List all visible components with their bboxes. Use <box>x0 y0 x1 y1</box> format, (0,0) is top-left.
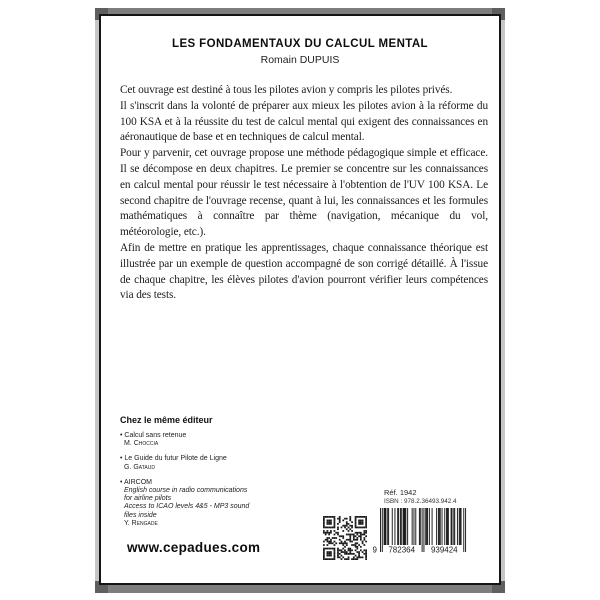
svg-text:782364: 782364 <box>388 545 416 554</box>
book-item-title: • AIRCOM <box>120 479 152 486</box>
book-bottom-edge <box>95 585 505 593</box>
book-item-detail: for airline pilots <box>124 495 172 503</box>
description-paragraph: Afin de mettre en pratique les apprentissages, chaque connaissance théorique est illustrée par un exemple de question accompagné de son corrigé détaillé. À l'issue de chaque chapitre, les élèves pilotes d'avion pourront vérifier leurs compétences via des tests. <box>120 241 488 302</box>
book-item-detail: English course in radio communications <box>124 487 248 495</box>
book-item-detail: files inside <box>124 511 157 519</box>
isbn-label: ISBN : 978.2.36493.942.4 <box>384 498 457 505</box>
book-item-title: • Calcul sans retenue <box>120 432 186 439</box>
reference-number: Réf. 1942 <box>384 488 417 497</box>
publisher-section-heading: Chez le même éditeur <box>120 415 213 425</box>
publisher-book-list <box>120 432 335 535</box>
book-item-title: • Le Guide du futur Pilote de Ligne <box>120 455 227 462</box>
list-item <box>120 432 335 448</box>
book-description <box>120 83 488 304</box>
description-paragraph: Pour y parvenir, cet ouvrage propose une méthode pédagogique simple et efficace. Il se décompose en deux chapitres. Le premier se concentre sur les connaissances en calcul mental pour réussir le test nécessaire à l'obtention de l'UV 100 KSA. Le second chapitre de l'ouvrage recense, quant à lui, les connaissances et les formules mathématiques à connaître par thème (navigation, mécanique du vol, météorologie, etc.). <box>120 147 488 239</box>
list-item <box>120 455 335 471</box>
list-item <box>120 479 335 528</box>
qr-code-icon <box>323 516 367 560</box>
svg-text:9: 9 <box>372 545 377 554</box>
description-paragraph: Cet ouvrage est destiné à tous les pilotes avion y compris les pilotes privés. <box>120 84 453 96</box>
book-item-detail: Access to ICAO levels 4&5 - MP3 sound <box>124 503 250 511</box>
book-item-author: Y. Rengade <box>124 519 158 527</box>
publisher-website-url: www.cepadues.com <box>127 540 261 555</box>
svg-text:939424: 939424 <box>430 545 458 554</box>
book-item-author: M. Choccia <box>124 440 159 448</box>
book-item-author: G. Gataud <box>124 463 155 471</box>
description-paragraph: Il s'inscrit dans la volonté de préparer aux mieux les pilotes avion à la réforme du 100 KSA et à la réussite du test de calcul mental qui exigent des connaissances en aéronautique de base et en techniques de calcul mental. <box>120 99 488 144</box>
ean13-barcode <box>372 508 467 554</box>
book-author: Romain DUPUIS <box>260 54 340 66</box>
book-title: LES FONDAMENTAUX DU CALCUL MENTAL <box>172 38 428 50</box>
